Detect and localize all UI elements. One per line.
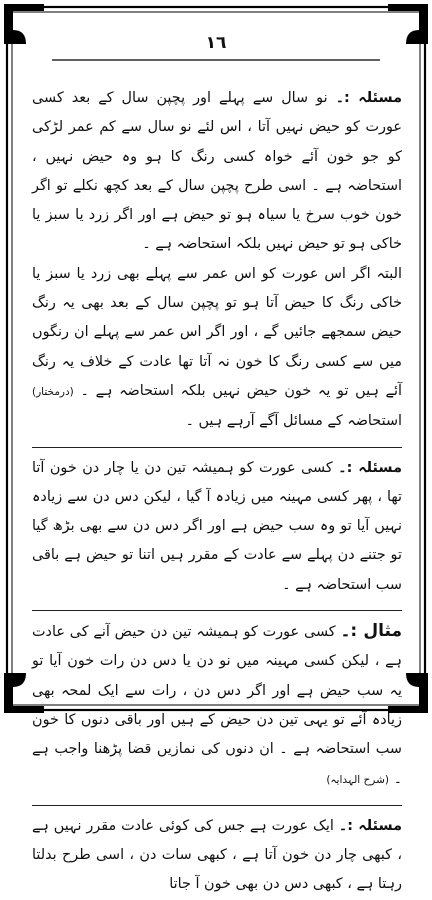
misal-text: کسی عورت کو ہمیشہ تین دن حیض آنے کی عادت ہے ، لیکن کسی مہینہ میں نو دن یا دس دن رات خون آیا تو یہ سب حیض ہے اور اگر دس دن ، رات سے ایک لمحہ بھی زیادہ آئے تو یہی تین دن حیض کے ہیں اور باقی دنوں کا خون سب استحاضہ ہے ۔ ان دنوں کی نمازیں قضا پڑھنا واجب ہے ۔ — [32, 624, 402, 787]
masla-3 — [32, 812, 402, 900]
masla-text-tail: استحاضہ کے مسائل آگے آرہے ہیں ۔ — [185, 413, 402, 430]
page-body — [32, 84, 402, 900]
section-divider — [32, 805, 402, 806]
misal-label: مثال :۔ — [340, 621, 402, 642]
masla-label: مسئلہ :۔ — [335, 90, 402, 106]
masla-label: مسئلہ :۔ — [338, 459, 402, 476]
page-number: ١٦ — [205, 33, 227, 53]
masla-1 — [32, 84, 402, 260]
reference-citation: (درمختار) — [32, 385, 74, 398]
masla-text: البتہ اگر اس عورت کو اس عمر سے پہلے بھی زرد یا سبز یا خاکی رنگ کا حیض آتا ہو تو پچپن سال کے بعد بھی یہ رنگ حیض سمجھے جائیں گے ، اور اگر اس عمر سے پہلے ان رنگوں میں سے کسی رنگ کا خون نہ آتا تھا عادت کے خلاف یہ رنگ آئے ہیں تو یہ خون حیض نہیں بلکہ استحاضہ ہے ۔ — [32, 265, 402, 399]
masla-text: ایک عورت ہے جس کی کوئی عادت مقرر نہیں ہے ، کبھی چار دن خون آتا ہے ، کبھی سات دن ، اسی طرح بدلتا رہتا ہے ، کبھی دس دن بھی خون آ جاتا — [32, 817, 402, 893]
masla-text: کسی عورت کو ہمیشہ تین دن یا چار دن خون آتا تھا ، پھر کسی مہینہ میں زیادہ آ گیا ، لیکن دس دن سے زیادہ نہیں آیا تو وہ سب حیض ہے اور اگر دس دن سے بھی بڑھ گیا تو جتنے دن پہلے سے عادت کے مقرر ہیں اتنا تو حیض ہے باقی سب استحاضہ ہے ۔ — [32, 459, 402, 593]
masla-1-continued — [32, 260, 402, 437]
masla-2 — [32, 454, 402, 600]
reference-citation: (شرح الہدایہ) — [326, 773, 389, 786]
masla-label: مسئلہ :۔ — [338, 817, 402, 834]
misal — [32, 617, 402, 795]
section-divider — [32, 610, 402, 611]
section-divider — [32, 447, 402, 448]
masla-text: نو سال سے پہلے اور پچپن سال کے بعد کسی عورت کو حیض نہیں آتا ، اس لئے نو سال سے کم عمر لڑکی کو جو خون آئے خواہ کسی رنگ کا ہو وہ حیض نہیں ، استحاضہ ہے ۔ اسی طرح پچپن سال کے بعد کچھ نکلے تو اگر خون خوب سرخ یا سیاہ ہو تو حیض ہے اور اگر زرد یا سبز یا خاکی ہو تو حیض نہیں بلکہ استحاضہ ہے ۔ — [32, 90, 402, 253]
